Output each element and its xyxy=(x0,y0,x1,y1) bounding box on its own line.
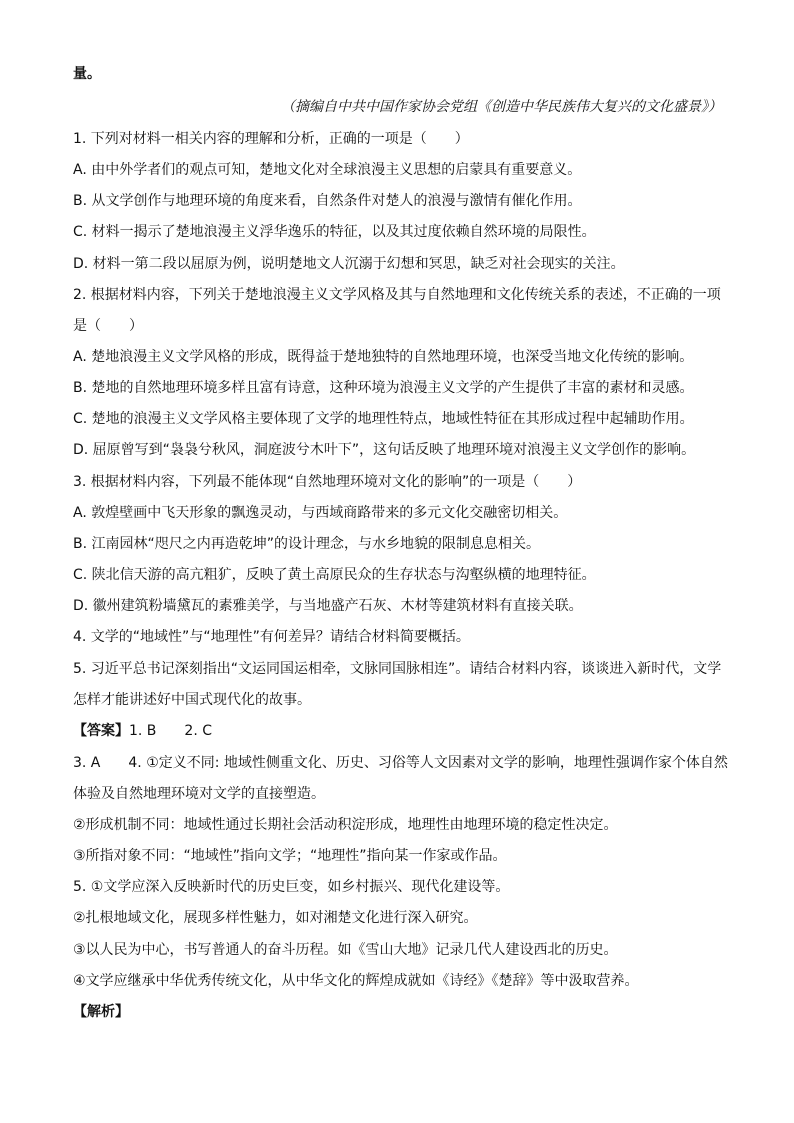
answer-line6: 5. ①文学应深入反映新时代的历史巨变，如乡村振兴、现代化建设等。 xyxy=(73,879,510,895)
analysis-label: 【解析】 xyxy=(73,1004,129,1020)
q1-stem: 1. 下列对材料一相关内容的理解和分析，正确的一项是（ ） xyxy=(73,131,469,147)
answer-line4: ②形成机制不同：地域性通过长期社会活动积淀形成，地理性由地理环境的稳定性决定。 xyxy=(73,817,618,833)
answer-line3: 体验及自然地理环境对文学的直接塑造。 xyxy=(73,786,325,802)
q2-option-a: A. 楚地浪漫主义文学风格的形成，既得益于楚地独特的自然地理环境，也深受当地文化传统的影响。 xyxy=(73,349,694,365)
q2-option-b: B. 楚地的自然地理环境多样且富有诗意，这种环境为浪漫主义文学的产生提供了丰富的素材和灵感。 xyxy=(73,380,694,396)
answer-label: 【答案】 xyxy=(73,723,129,739)
q5-stem-line1: 5. 习近平总书记深刻指出“文运同国运相牵，文脉同国脉相连”。请结合材料内容，谈谈进入新时代，文学 xyxy=(73,661,722,677)
q3-option-c: C. 陕北信天游的高亢粗犷，反映了黄土高原民众的生存状态与沟壑纵横的地理特征。 xyxy=(73,567,596,583)
q2-stem-line1: 2. 根据材料内容，下列关于楚地浪漫主义文学风格及其与自然地理和文化传统关系的表述，不正确的一项 xyxy=(73,287,721,303)
q1-option-a: A. 由中外学者们的观点可知，楚地文化对全球浪漫主义思想的启蒙具有重要意义。 xyxy=(73,162,582,178)
q1-option-b: B. 从文学创作与地理环境的角度来看，自然条件对楚人的浪漫与激情有催化作用。 xyxy=(73,193,582,209)
q3-option-a: A. 敦煌壁画中飞天形象的飘逸灵动，与西域商路带来的多元文化交融密切相关。 xyxy=(73,505,568,521)
answer-line9: ④文学应继承中华优秀传统文化，从中华文化的辉煌成就如《诗经》《楚辞》等中汲取营养。 xyxy=(73,973,639,989)
q3-option-b: B. 江南园林“咫尺之内再造乾坤”的设计理念，与水乡地貌的限制息息相关。 xyxy=(73,536,541,552)
source-citation: （摘编自中共中国作家协会党组《创造中华民族伟大复兴的文化盛景》） xyxy=(281,99,722,115)
q3-option-d: D. 徽州建筑粉墙黛瓦的素雅美学，与当地盛产石灰、木材等建筑材料有直接关联。 xyxy=(73,598,583,614)
answer-line7: ②扎根地域文化，展现多样性魅力，如对湘楚文化进行深入研究。 xyxy=(73,910,478,926)
answer-line5: ③所指对象不同：“地域性”指向文学；“地理性”指向某一作家或作品。 xyxy=(73,848,507,864)
q5-stem-line2: 怎样才能讲述好中国式现代化的故事。 xyxy=(73,692,311,708)
fragment-text: 量。 xyxy=(73,66,101,82)
q2-stem-line2: 是（ ） xyxy=(73,318,143,334)
q4-stem: 4. 文学的“地域性”与“地理性”有何差异？请结合材料简要概括。 xyxy=(73,629,470,645)
answer-line1: 1. B 2. C xyxy=(129,723,212,739)
q1-option-c: C. 材料一揭示了楚地浪漫主义浮华逸乐的特征，以及其过度依赖自然环境的局限性。 xyxy=(73,224,596,240)
q2-option-d: D. 屈原曾写到“袅袅兮秋风，洞庭波兮木叶下”，这句话反映了地理环境对浪漫主义文学创作的影响。 xyxy=(73,442,696,458)
answer-line8: ③以人民为中心，书写普通人的奋斗历程。如《雪山大地》记录几代人建设西北的历史。 xyxy=(73,942,618,958)
q1-option-d: D. 材料一第二段以屈原为例，说明楚地文人沉溺于幻想和冥思，缺乏对社会现实的关注。 xyxy=(73,256,625,272)
answer-first-line xyxy=(73,721,733,741)
q2-option-c: C. 楚地的浪漫主义文学风格主要体现了文学的地理性特点，地域性特征在其形成过程中起辅助作用。 xyxy=(73,411,694,427)
answer-line2: 3. A 4. ①定义不同: 地域性侧重文化、历史、习俗等人文因素对文学的影响，地理性强调作家个体自然 xyxy=(73,755,728,771)
q3-stem: 3. 根据材料内容，下列最不能体现“自然地理环境对文化的影响”的一项是（ ） xyxy=(73,474,582,490)
